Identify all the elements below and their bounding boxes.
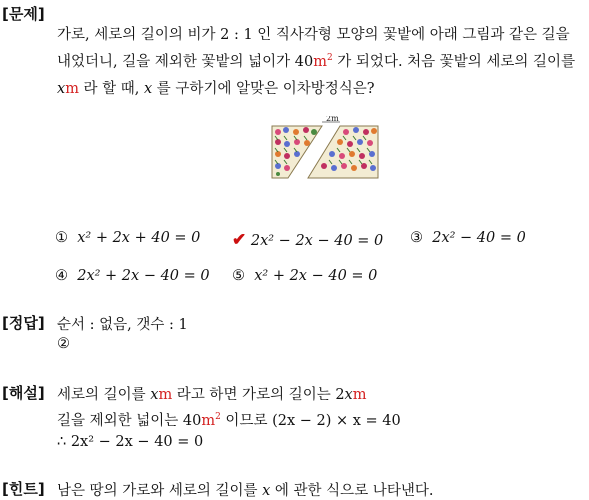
answer-value: ② (57, 336, 70, 352)
explanation-tag: [해설] (2, 384, 45, 402)
choice-5-expr: x² + 2x − 40 = 0 (254, 268, 378, 284)
unit-exp: 2 (215, 412, 221, 422)
choice-3-number: ③ (410, 230, 423, 246)
choice-4-expr: 2x² + 2x − 40 = 0 (77, 268, 210, 284)
choice-4-number: ④ (55, 268, 68, 284)
choice-1-number: ① (55, 230, 68, 246)
problem-line-1: 가로, 세로의 길이의 비가 2 : 1 인 직사각형 모양의 꽃밭에 아래 그림과 같은 길을 (57, 27, 570, 43)
unit-m: m (158, 387, 173, 403)
unit-m: m (352, 387, 367, 403)
unit-exp: 2 (326, 53, 333, 63)
choice-5-number: ⑤ (232, 268, 245, 284)
problem-tag: [문제] (2, 5, 45, 23)
unit-m: m (65, 81, 79, 97)
choice-4[interactable] (55, 268, 210, 284)
choice-2[interactable] (232, 230, 383, 250)
explanation-line-1 (57, 383, 366, 404)
choice-3[interactable] (410, 230, 526, 246)
choice-1-expr: x² + 2x + 40 = 0 (77, 230, 201, 246)
var-x: x (262, 483, 271, 499)
hint-tag: [힌트] (2, 480, 45, 498)
problem-line-2 (57, 50, 575, 71)
choice-3-expr: 2x² − 40 = 0 (432, 230, 526, 246)
answer-order-text: 순서 : 없음, 갯수 : 1 (57, 317, 188, 333)
explanation-line-2-b: 이므로 (2x − 2) × x = 40 (220, 413, 401, 429)
check-mark-icon: ✔ (232, 230, 247, 250)
explanation-line-1-b: 라고 하면 가로의 길이는 2 (172, 387, 345, 403)
flowerbed-illustration (270, 116, 382, 182)
answer-tag: [정답] (2, 314, 45, 332)
var-x: x (57, 81, 66, 97)
choice-1[interactable] (55, 230, 200, 246)
var-x: x (144, 81, 153, 97)
problem-line-3-b: 를 구하기에 알맞은 이차방정식은? (152, 81, 375, 97)
hint-text-a: 남은 땅의 가로와 세로의 길이를 (57, 483, 263, 499)
unit-m: m (201, 413, 216, 429)
explanation-line-3: ∴ 2x² − 2x − 40 = 0 (57, 434, 204, 450)
choice-5[interactable] (232, 268, 377, 284)
var-x: x (344, 387, 353, 403)
unit-m: m (313, 54, 327, 70)
path-width-label: 2m (326, 116, 339, 123)
explanation-line-2-a: 길을 제외한 넓이는 40 (57, 413, 202, 429)
explanation-line-2 (57, 409, 401, 430)
problem-line-2-b: 가 되었다. 처음 꽃밭의 세로의 길이를 (332, 54, 576, 70)
problem-line-2-a: 내었더니, 길을 제외한 꽃밭의 넓이가 40 (57, 54, 314, 70)
choice-2-expr: 2x² − 2x − 40 = 0 (250, 233, 384, 249)
flowerbed-figure (270, 116, 382, 182)
hint-text (57, 479, 433, 500)
explanation-line-1-a: 세로의 길이를 (57, 387, 151, 403)
problem-line-3-a: 라 할 때, (78, 81, 145, 97)
hint-text-b: 에 관한 식으로 나타낸다. (270, 483, 434, 499)
var-x: x (150, 387, 159, 403)
problem-line-3 (57, 77, 375, 98)
